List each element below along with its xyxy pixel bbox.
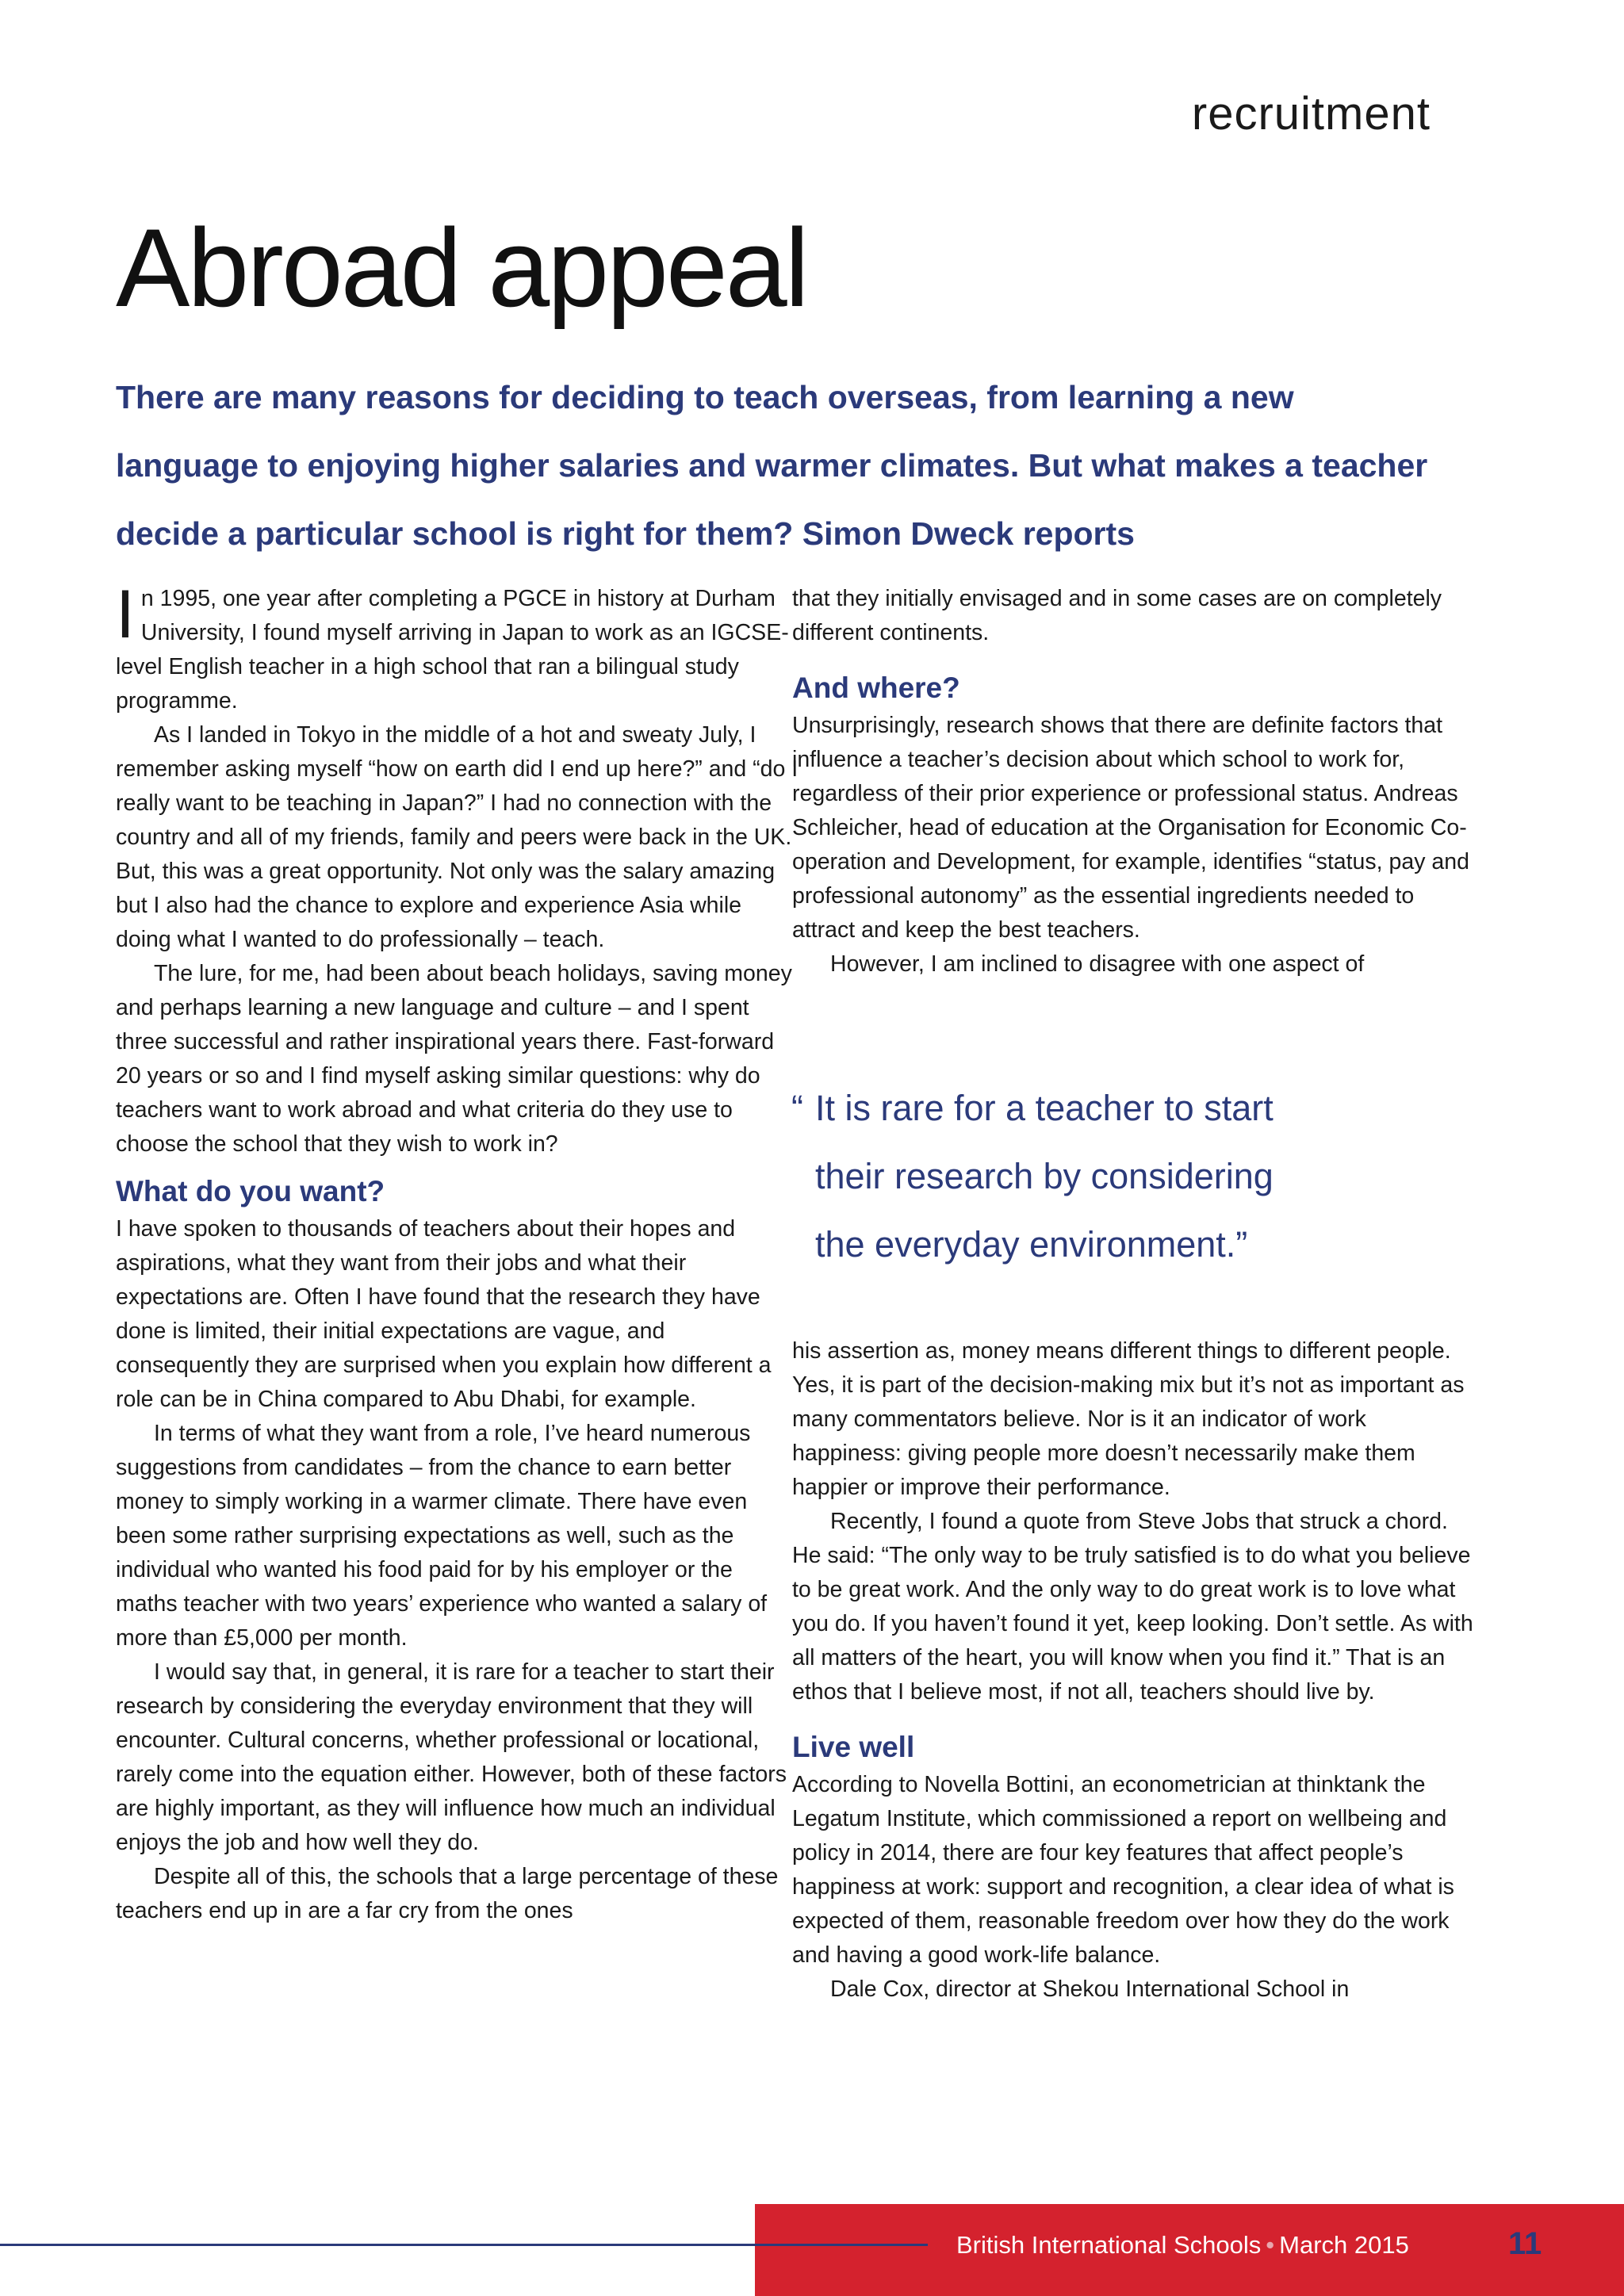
issue-date: March 2015 <box>1279 2231 1409 2259</box>
drop-cap: I <box>116 576 135 652</box>
paragraph: As I landed in Tokyo in the middle of a hot and sweaty July, I remember asking myself “how on earth did I end up here?” and “do I really want to be teaching in Japan?” I had no connection with the country and all of my friends, family and peers were back in the UK. But, this was a great opportunity. Not only was the salary amazing but I also had the chance to explore and experience Asia while doing what I wanted to do professionally – teach. <box>116 722 799 952</box>
separator-dot: • <box>1266 2231 1275 2259</box>
paragraph: Despite all of this, the schools that a large percentage of these teachers end up in are a far cry from the ones <box>116 1864 779 1923</box>
paragraph: that they initially envisaged and in some cases are on completely different continents. <box>792 586 1442 645</box>
paragraph: Unsurprisingly, research shows that there are definite factors that influence a teacher’s decision about which school to work for, regardless of their prior experience or professional status. Andreas Schleicher, head of education at the Organisation for Economic Co-operation and Development, for example, identifies “status, pay and professional autonomy” as the essential ingredients needed to attract and keep the best teachers. <box>792 713 1469 943</box>
pull-quote-line <box>791 1074 1394 1142</box>
paragraph: his assertion as, money means different things to different people. Yes, it is part of the decision-making mix but it’s not as important as many commentators believe. Nor is it an indicator of work happiness: giving people more doesn’t necessarily make them happier or improve their performance. <box>792 1338 1465 1500</box>
opening-paragraph <box>116 576 799 718</box>
paragraph-text: n 1995, one year after completing a PGCE in history at Durham University, I found myself arriving in Japan to work as an IGCSE-level English teacher in a high school that ran a bilingual study programme. <box>116 586 789 714</box>
paragraph: According to Novella Bottini, an econometrician at thinktank the Legatum Institute, which commissioned a report on wellbeing and policy in 2014, there are four key features that affect people’s happiness at work: support and recognition, a clear idea of what is expected of them, reasonable freedom over how they do the work and having a good work-life balance. <box>792 1772 1454 1968</box>
pull-quote <box>791 1074 1394 1279</box>
paragraph: I would say that, in general, it is rare for a teacher to start their research by considering the everyday environment that they will encounter. Cultural concerns, whether professional or locational, rarely come into the equation either. However, both of these factors are highly important, as they will influence how much an individual enjoys the job and how well they do. <box>116 1659 787 1855</box>
paragraph: Recently, I found a quote from Steve Jobs that struck a chord. He said: “The only way to be truly satisfied is to do what you believe to be great work. And the only way to do great work is to love what you do. If you haven’t found it yet, keep looking. Don’t settle. As with all matters of the heart, you will know when you find it.” That is an ethos that I believe most, if not all, teachers should live by. <box>792 1509 1473 1705</box>
left-column <box>116 576 799 1928</box>
paragraph: In terms of what they want from a role, I’ve heard numerous suggestions from candidates – from the chance to earn better money to simply working in a warmer climate. There have even been some rather surprising expectations as well, such as the individual who wanted his food paid for by his employer or the maths teacher with two years’ experience who wanted a salary of more than £5,000 per month. <box>116 1421 768 1651</box>
paragraph: The lure, for me, had been about beach holidays, saving money and perhaps learning a new language and culture – and I spent three successful and rather inspirational years there. Fast-forward 20 years or so and I find myself asking similar questions: why do teachers want to work abroad and what criteria do they use to choose the school that they wish to work in? <box>116 961 792 1157</box>
right-column-top <box>792 582 1476 982</box>
pull-quote-line: the everyday environment.” <box>815 1224 1248 1265</box>
article-headline: Abroad appeal <box>116 205 807 330</box>
footer-rule-overlay <box>755 2244 928 2246</box>
paragraph: I have spoken to thousands of teachers about their hopes and aspirations, what they want from their jobs and what their expectations are. Often I have found that the research they have done is limited, their initial expectations are vague, and consequently they are surprised when you explain how different a role can be in China compared to Abu Dhabi, for example. <box>116 1216 772 1412</box>
paragraph: Dale Cox, director at Shekou International School in <box>830 1976 1350 2002</box>
subheading-what-do-you-want: What do you want? <box>116 1175 385 1207</box>
section-label: recruitment <box>1191 88 1431 140</box>
subheading-live-well: Live well <box>792 1731 915 1763</box>
pull-quote-line: their research by considering <box>815 1156 1274 1196</box>
right-column-bottom <box>792 1334 1476 2007</box>
pull-quote-text: It is rare for a teacher to start <box>815 1088 1274 1128</box>
article-standfirst: There are many reasons for deciding to teach overseas, from learning a new language to enjoying higher salaries and warmer climates. But what makes a teacher decide a particular school is right for them? Simon Dweck reports <box>116 379 1428 552</box>
publication-name: British International Schools <box>956 2231 1262 2259</box>
footer-publication-line <box>956 2226 1409 2264</box>
open-quote-mark: “ <box>791 1088 803 1128</box>
paragraph: However, I am inclined to disagree with one aspect of <box>830 951 1365 977</box>
page-number: 11 <box>1508 2226 1542 2261</box>
subheading-and-where: And where? <box>792 672 960 704</box>
